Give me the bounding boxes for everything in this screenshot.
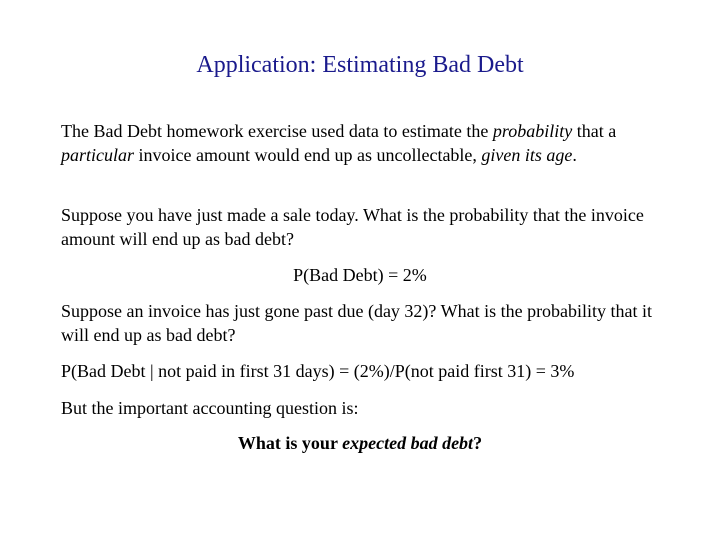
formula-bad-debt: P(Bad Debt) = 2% [293,265,427,285]
p7-text-1: What is your [237,433,343,453]
paragraph-past-due: Suppose an invoice has just gone past due (day 32)? What is the probability that it will end up as bad debt? [61,301,653,345]
question-expected-bad-debt [0,431,720,455]
paragraph-sale-today: Suppose you have just made a sale today. What is the probability that the invoice amount will end up as bad debt? [61,205,644,249]
p1-italic-probability: probability [492,121,573,141]
p1-text-2: that a [572,121,617,141]
paragraph-accounting-question: But the important accounting question is: [61,398,359,418]
slide-title: Application: Estimating Bad Debt [196,52,524,78]
p7-italic-expected: expected bad debt [342,433,474,453]
formula-conditional: P(Bad Debt | not paid in first 31 days) = (2%)/P(not paid first 31) = 3% [61,361,575,381]
p7-text-2: ? [473,433,483,453]
paragraph-homework-intro [61,119,661,167]
p1-text-3: invoice amount would end up as uncollectable, [134,145,482,165]
p1-italic-particular: particular [61,145,135,165]
p1-italic-given-age: given its age [481,145,573,165]
p1-text-4: . [572,145,577,165]
p1-text-1: The Bad Debt homework exercise used data to estimate the [61,121,493,141]
